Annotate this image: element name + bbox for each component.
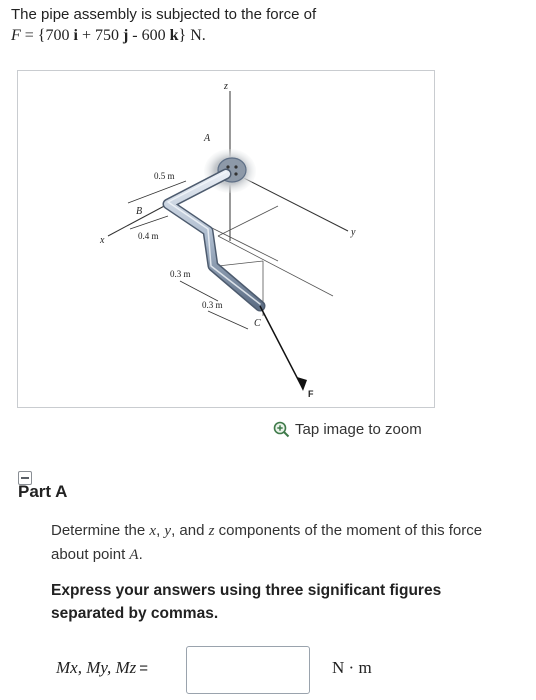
label-C: C bbox=[254, 318, 261, 329]
tap-to-zoom[interactable] bbox=[273, 421, 422, 438]
dim-0.5m: 0.5 m bbox=[154, 171, 175, 181]
part-title: Part A bbox=[18, 482, 68, 501]
pipe-assembly-figure[interactable] bbox=[17, 70, 435, 408]
problem-intro: The pipe assembly is subjected to the force of bbox=[11, 6, 317, 23]
dim-0.4m: 0.4 m bbox=[138, 231, 159, 241]
force-formula: F = {700 i + 750 j - 600 k} N. bbox=[11, 27, 206, 44]
label-A: A bbox=[204, 133, 211, 144]
dim-0.3m-horizontal: 0.3 m bbox=[202, 300, 223, 310]
zoom-in-icon bbox=[273, 421, 290, 438]
zoom-label: Tap image to zoom bbox=[295, 421, 422, 438]
label-z: z bbox=[224, 81, 228, 92]
pipe bbox=[168, 172, 260, 306]
problem-statement bbox=[11, 4, 316, 46]
label-F: F bbox=[308, 389, 314, 399]
moment-answer-input[interactable] bbox=[186, 646, 310, 694]
question-text: Determine the x, y, and z components of the moment of this force about point A. bbox=[51, 522, 483, 563]
answer-unit: N · m bbox=[332, 658, 372, 677]
answer-row bbox=[56, 646, 536, 696]
answer-label: Mx, My, Mz = bbox=[56, 658, 149, 677]
pipe-assembly-drawing bbox=[18, 71, 436, 409]
instruction-text: Express your answers using three significant figures separated by commas. bbox=[51, 582, 442, 622]
label-x: x bbox=[100, 235, 105, 246]
force-arrowhead bbox=[297, 377, 307, 391]
dim-0.3m-vertical: 0.3 m bbox=[170, 269, 191, 279]
label-y: y bbox=[351, 227, 356, 238]
label-B: B bbox=[136, 206, 143, 217]
force-line bbox=[260, 306, 303, 389]
